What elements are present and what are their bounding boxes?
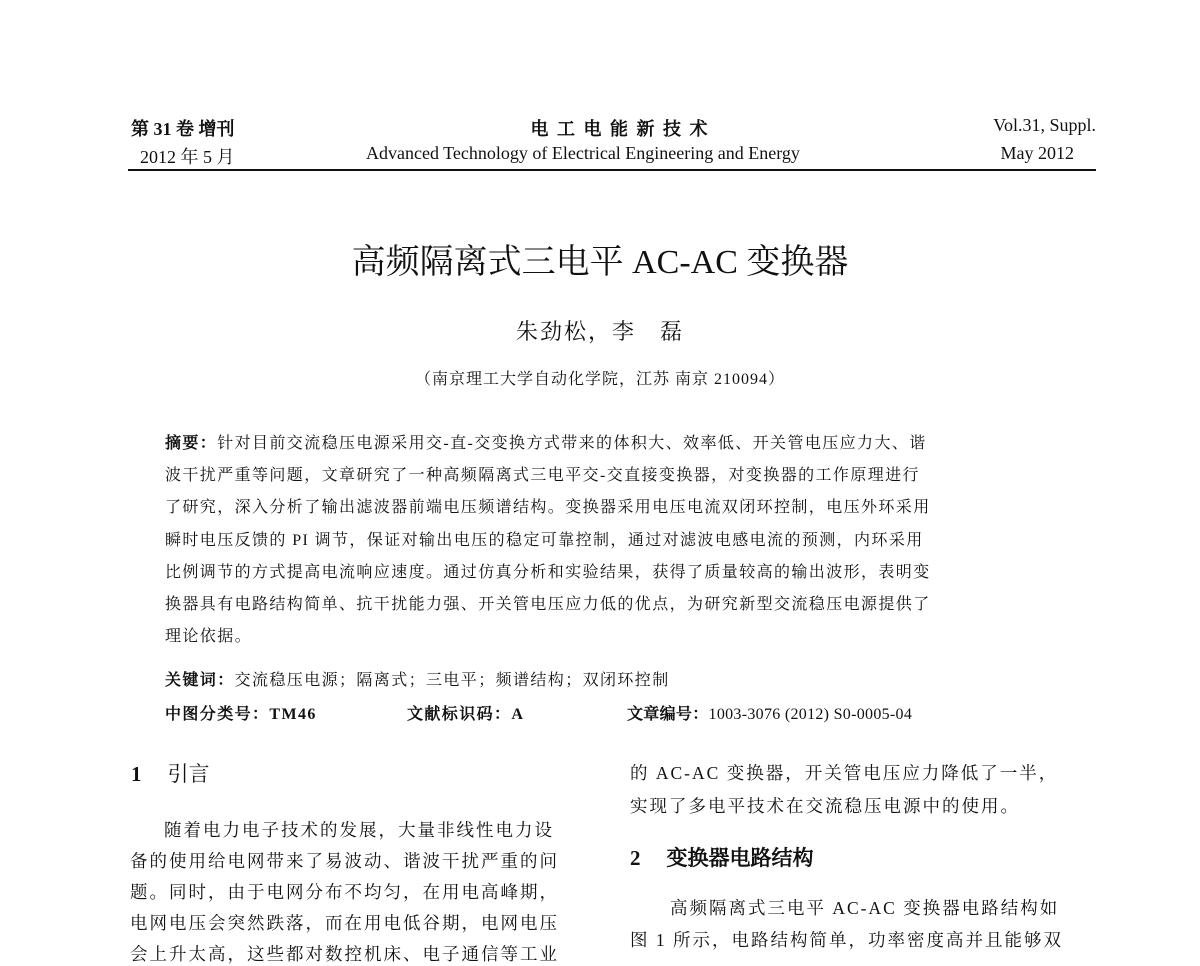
volume-en: Vol.31, Suppl.: [993, 115, 1096, 135]
abstract-line: 了研究，深入分析了输出滤波器前端电压频谱结构。变换器采用电压电流双闭环控制，电压外环采用: [165, 499, 931, 516]
body-line: 高频隔离式三电平 AC-AC 变换器电路结构如: [670, 898, 1060, 918]
doc-code-value: A: [511, 706, 525, 723]
doc-code-label: 文献标识码：: [407, 706, 512, 723]
body-line: 的 AC-AC 变换器，开关管电压应力降低了一半，: [630, 763, 1059, 783]
body-line: 题。同时，由于电网分布不均匀，在用电高峰期，: [130, 882, 559, 902]
abstract-line: 波干扰严重等问题，文章研究了一种高频隔离式三电平交-交直接变换器，对变换器的工作原理进行: [165, 467, 920, 484]
journal-name-cn: 电 工 电 能 新 技 术: [530, 119, 710, 139]
affiliation: （南京理工大学自动化学院，江苏 南京 210094）: [414, 371, 785, 388]
volume-issue: 第 31 卷 增刊: [131, 119, 235, 139]
header-rule: [128, 169, 1096, 171]
keywords: [165, 667, 670, 690]
date-en: May 2012: [1000, 143, 1074, 163]
section-title: 引言: [167, 762, 210, 786]
body-line: 实现了多电平技术在交流稳压电源中的使用。: [630, 796, 1020, 816]
paper-title: 高频隔离式三电平 AC-AC 变换器: [351, 244, 849, 281]
section-number: 1: [131, 762, 142, 786]
abstract-line: 瞬时电压反馈的 PI 调节，保证对输出电压的稳定可靠控制，通过对滤波电感电流的预测，内环采用: [165, 532, 924, 549]
abstract-line: 针对目前交流稳压电源采用交-直-交变换方式带来的体积大、效率低、开关管电压应力大、谐: [217, 435, 927, 452]
section-number: 2: [630, 846, 641, 870]
article-number-label: 文章编号：: [627, 706, 709, 723]
abstract-line: 理论依据。: [165, 628, 253, 645]
clc-label: 中图分类号：: [165, 706, 270, 723]
article-number-value: 1003-3076 (2012) S0-0005-04: [708, 706, 913, 723]
abstract-label: 摘要：: [165, 435, 218, 452]
date-cn: 2012 年 5 月: [140, 147, 235, 167]
abstract-line: 比例调节的方式提高电流响应速度。通过仿真分析和实验结果，获得了质量较高的输出波形，表明变: [165, 564, 931, 581]
journal-name-en: Advanced Technology of Electrical Engineering and Energy: [366, 143, 800, 163]
body-line: 随着电力电子技术的发展，大量非线性电力设: [164, 820, 554, 840]
keywords-text: 交流稳压电源；隔离式；三电平；频谱结构；双闭环控制: [234, 672, 670, 689]
body-line: 电网电压会突然跌落，而在用电低谷期，电网电压: [130, 913, 559, 933]
authors: 朱劲松，李 磊: [515, 319, 684, 344]
body-line: 会上升太高，这些都对数控机床、电子通信等工业: [130, 944, 559, 964]
section-title: 变换器电路结构: [666, 846, 814, 870]
keywords-label: 关键词：: [165, 672, 235, 689]
clc-value: TM46: [269, 706, 317, 723]
body-line: 备的使用给电网带来了易波动、谐波干扰严重的问: [130, 851, 559, 871]
body-line: 图 1 所示，电路结构简单，功率密度高并且能够双: [630, 930, 1063, 950]
abstract-line: 换器具有电路结构简单、抗干扰能力强、开关管电压应力低的优点，为研究新型交流稳压电源提供了: [165, 596, 931, 613]
